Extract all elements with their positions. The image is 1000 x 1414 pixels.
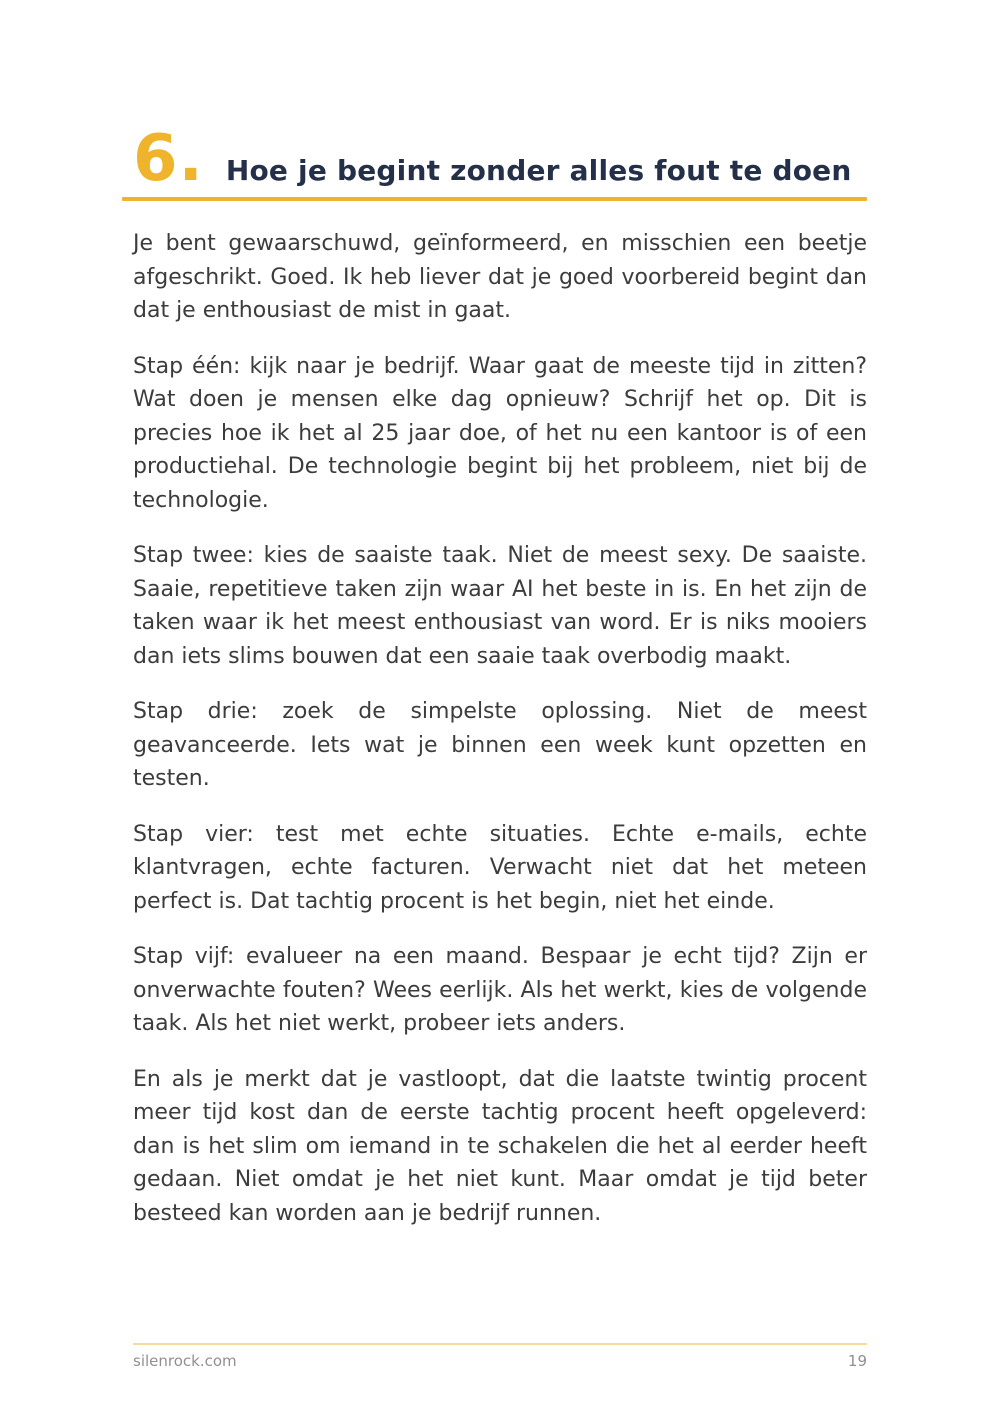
chapter-number: 6. (133, 122, 204, 196)
footer-rule (133, 1343, 867, 1345)
paragraph-step-five: Stap vijf: evalueer na een maand. Bespaar je echt tijd? Zijn er onverwachte fouten? Wees eerlijk. Als het werkt, kies de volgende taak. Als het niet werkt, probeer iets anders. (133, 944, 867, 1036)
chapter-header (133, 122, 867, 201)
page-number: 19 (847, 1352, 867, 1370)
paragraph-step-three: Stap drie: zoek de simpelste oplossing. Niet de meest geavanceerde. Iets wat je binnen een week kunt opzetten en testen. (133, 699, 867, 791)
body-text (133, 227, 867, 1230)
paragraph-step-four: Stap vier: test met echte situaties. Echte e-mails, echte klantvragen, echte facturen. Verwacht niet dat het meteen perfect is. Dat tachtig procent is het begin, niet het einde. (133, 821, 867, 914)
footer-row (133, 1352, 867, 1370)
paragraph-closing: En als je merkt dat je vastloopt, dat die laatste twintig procent meer tijd kost dan de eerste tachtig procent heeft opgeleverd: dan is het slim om iemand in te schakelen die het al eerder heeft gedaan. Niet omdat je het niet kunt. Maar omdat je tijd beter besteed kan worden aan je bedrijf runnen. (133, 1066, 867, 1226)
page-footer (133, 1343, 867, 1370)
paragraph-step-two: Stap twee: kies de saaiste taak. Niet de meest sexy. De saaiste. Saaie, repetitieve taken zijn waar AI het beste in is. En het zijn de taken waar ik het meest enthousiast van word. Er is niks mooiers dan iets slims bouwen dat een saaie taak overbodig maakt. (133, 543, 867, 669)
chapter-heading-row (133, 122, 867, 196)
title-underline-rule (122, 197, 867, 201)
chapter-title: Hoe je begint zonder alles fout te doen (225, 154, 852, 187)
paragraph-step-one: Stap één: kijk naar je bedrijf. Waar gaat de meeste tijd in zitten? Wat doen je mensen elke dag opnieuw? Schrijf het op. Dit is precies hoe ik het al 25 jaar doe, of het nu een kantoor is of een productiehal. De technologie begint bij het probleem, niet bij de technologie. (133, 353, 867, 513)
paragraph-intro: Je bent gewaarschuwd, geïnformeerd, en misschien een beetje afgeschrikt. Goed. Ik heb liever dat je goed voorbereid begint dan dat je enthousiast de mist in gaat. (133, 231, 867, 323)
footer-site-name: silenrock.com (133, 1352, 237, 1370)
